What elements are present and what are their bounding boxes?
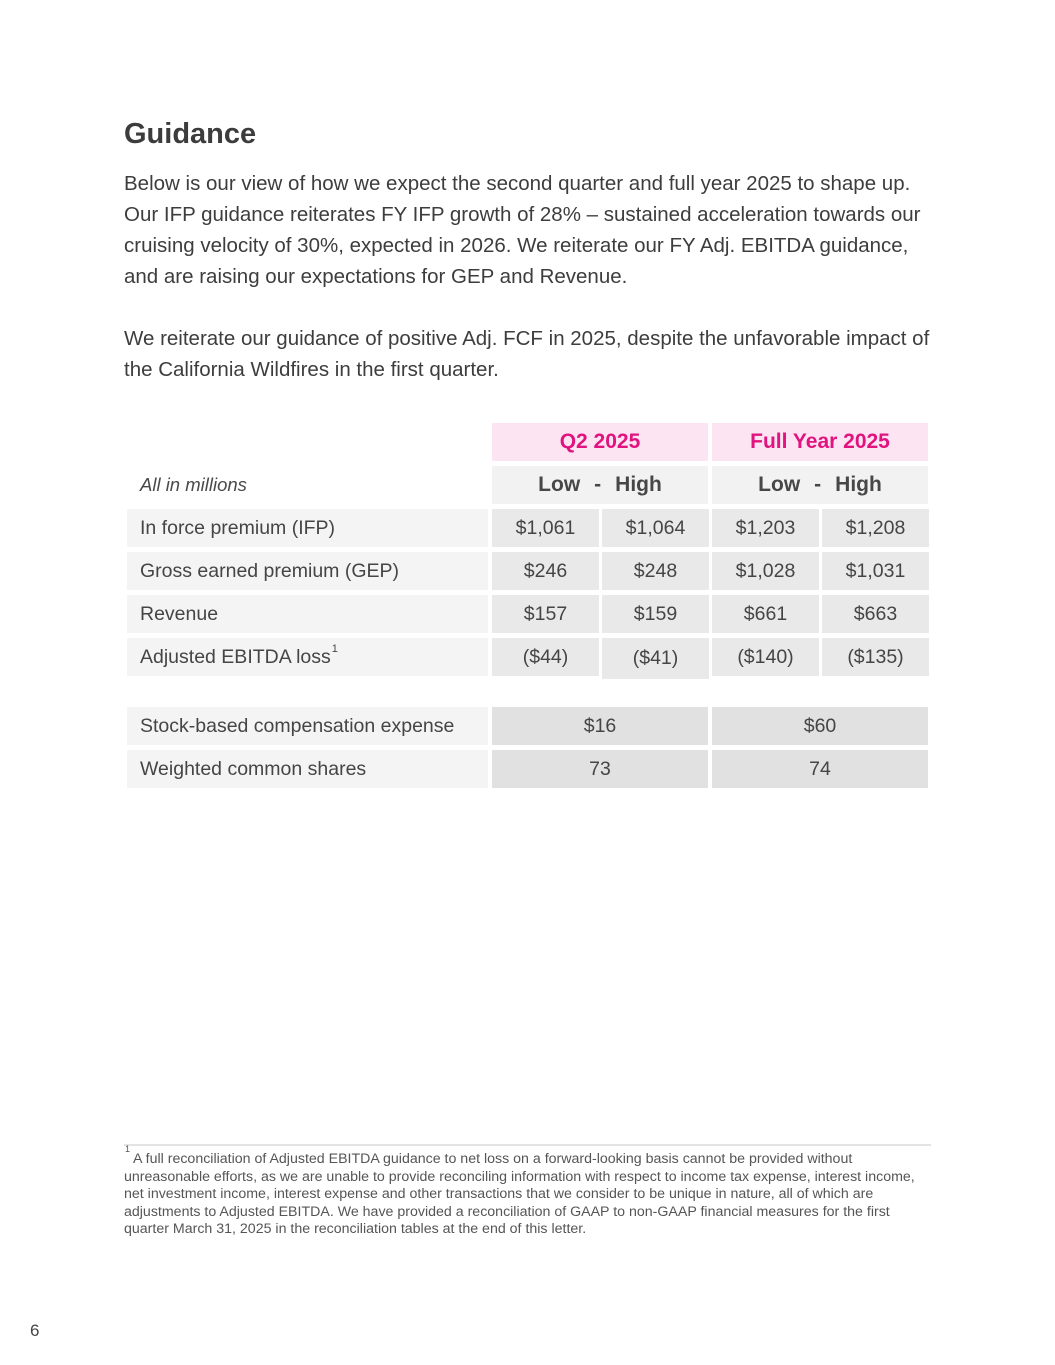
high-label: High <box>615 473 662 496</box>
period-header-q2: Q2 2025 <box>492 423 708 461</box>
units-label: All in millions <box>140 474 247 495</box>
range-dash: - <box>594 473 602 496</box>
row-label: Weighted common shares <box>127 750 488 788</box>
q2-high-value: $248 <box>602 552 709 590</box>
low-high-header-fy <box>712 466 928 504</box>
high-label: High <box>835 473 882 496</box>
q2-high-value: $159 <box>602 595 709 633</box>
row-label: Revenue <box>127 595 488 633</box>
page-title: Guidance <box>124 118 257 150</box>
row-label-text: Adjusted EBITDA loss <box>140 645 331 668</box>
fy-high-value: ($135) <box>822 638 929 676</box>
fy-high-value: $1,208 <box>822 509 929 547</box>
fy-value: $60 <box>712 707 928 745</box>
range-dash: - <box>814 473 822 496</box>
row-label: Stock-based compensation expense <box>127 707 488 745</box>
row-label: In force premium (IFP) <box>127 509 488 547</box>
q2-value: 73 <box>492 750 708 788</box>
q2-low-value: $157 <box>492 595 599 633</box>
fy-high-value: $663 <box>822 595 929 633</box>
fy-high-value: $1,031 <box>822 552 929 590</box>
intro-paragraph: Below is our view of how we expect the second quarter and full year 2025 to shape up. Our IFP guidance reiterates FY IFP growth of 28% – sustained acceleration towards our cruising velocity of 30%, expected in 2026. We reiterate our FY Adj. EBITDA guidance, and are raising our expectations for GEP and Revenue. <box>124 172 921 288</box>
footnote <box>124 1144 931 1239</box>
low-label: Low <box>538 473 581 496</box>
q2-high-value: ($41) <box>602 638 709 679</box>
fy-low-value: $661 <box>712 595 819 633</box>
footnote-text: A full reconciliation of Adjusted EBITDA guidance to net loss on a forward-looking basis cannot be provided without unreasonable efforts, as we are unable to provide reconciling information with respect to income tax expense, interest income, net investment income, interest expense and other transactions that we consider to be unique in nature, all of which are adjustments to Adjusted EBITDA. We have provided a reconciliation of GAAP to non-GAAP financial measures for the first quarter March 31, 2025 in the reconciliation tables at the end of this letter. <box>124 1151 915 1237</box>
page-number: 6 <box>30 1321 40 1340</box>
footnote-divider <box>124 1144 931 1146</box>
q2-low-value: $1,061 <box>492 509 599 547</box>
fcf-paragraph: We reiterate our guidance of positive Adj. FCF in 2025, despite the unfavorable impact of the California Wildfires in the first quarter. <box>124 327 930 381</box>
low-label: Low <box>758 473 801 496</box>
fy-value: 74 <box>712 750 928 788</box>
footnote-marker: 1 <box>125 1144 131 1155</box>
row-label: Gross earned premium (GEP) <box>127 552 488 590</box>
q2-low-value: $246 <box>492 552 599 590</box>
q2-low-value: ($44) <box>492 638 599 676</box>
period-header-fy: Full Year 2025 <box>712 423 928 461</box>
fy-low-value: ($140) <box>712 638 819 676</box>
q2-high-value: $1,064 <box>602 509 709 547</box>
q2-value: $16 <box>492 707 708 745</box>
row-label-ebitda: Adjusted EBITDA loss $^1$ <box>127 638 488 676</box>
fy-low-value: $1,203 <box>712 509 819 547</box>
fy-low-value: $1,028 <box>712 552 819 590</box>
low-high-header-q2 <box>492 466 708 504</box>
